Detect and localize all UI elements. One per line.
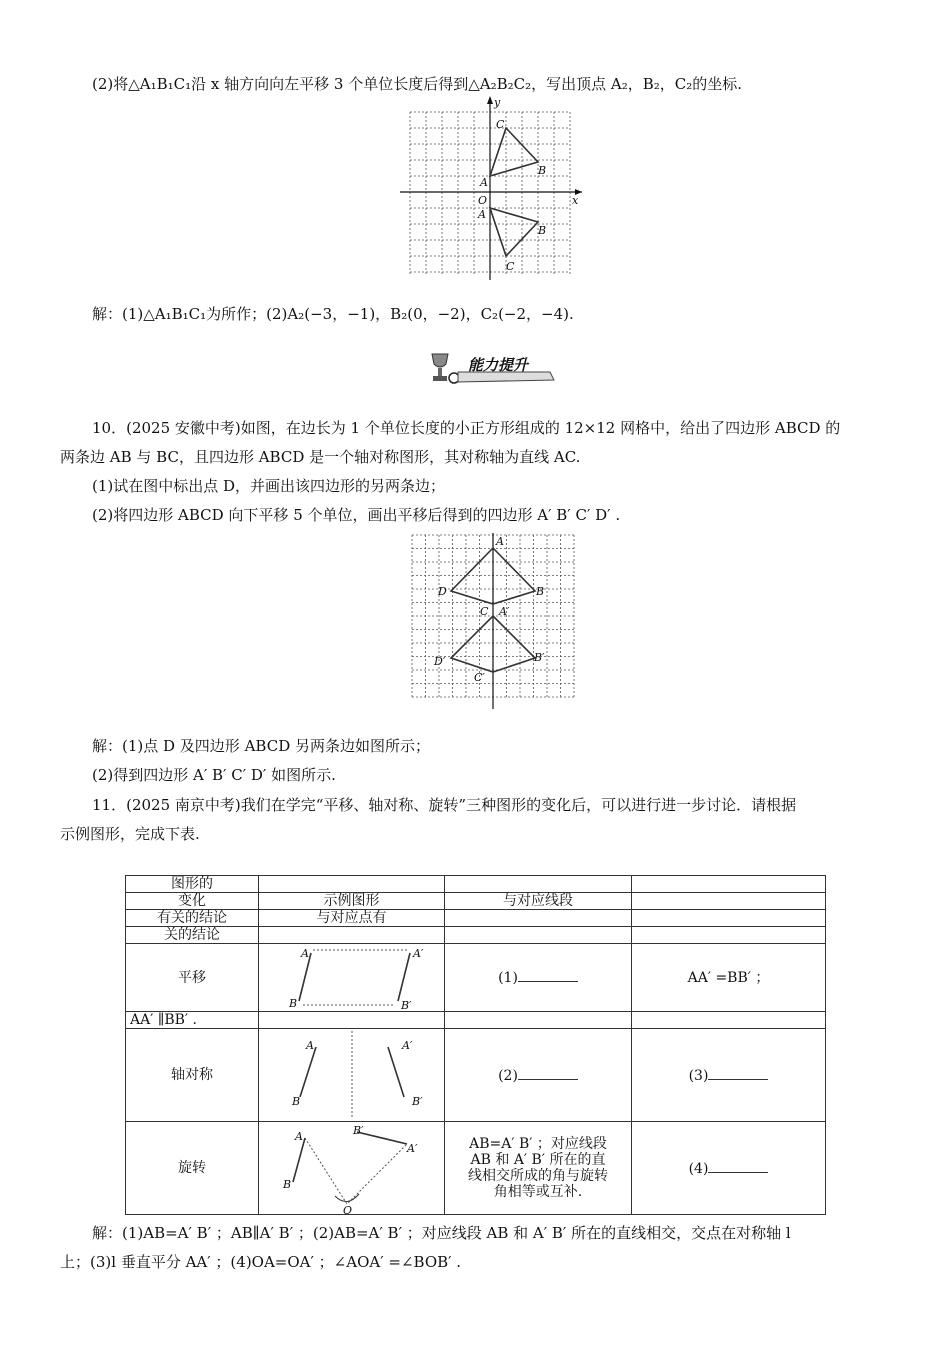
q10-answer2: (2)得到四边形 A′ B′ C′ D′ 如图所示. (92, 766, 336, 784)
q11-header-r3c1: 有关的结论 (126, 910, 259, 927)
q11-blank1-label: (1) (498, 970, 518, 986)
reflect-figure (272, 1029, 432, 1121)
q10-label-d: D (438, 585, 447, 598)
q11-blank3-label: (3) (688, 1067, 709, 1084)
q11-blank1[interactable] (518, 969, 578, 982)
reflect-label-a: A (305, 1039, 314, 1052)
q10-label-d2: D′ (434, 655, 446, 668)
q11-answer-line1: 解：(1)AB=A′ B′ ；AB∥A′ B′ ；(2)AB=A′ B′ ；对应线段 AB 和 A′ B′ 所在的直线相交，交点在对称轴 l (92, 1224, 791, 1242)
q10-line2: 两条边 AB 与 BC，且四边形 ABCD 是一个轴对称图形，其对称轴为直线 AC. (60, 448, 581, 466)
q11-translate-extra: AA′ ∥BB′ . (126, 1012, 259, 1029)
q9-answer: 解：(1)△A₁B₁C₁为所作；(2)A₂(−3，−1)，B₂(0，−2)，C₂(−2，−4). (92, 305, 574, 323)
q10-sub2: (2)将四边形 ABCD 向下平移 5 个单位，画出平移后得到的四边形 A′ B′ C′ D′ . (92, 506, 621, 524)
rotate-label-a2: A′ (406, 1142, 417, 1155)
q11-table (125, 875, 826, 1215)
rotate-label-a: A (294, 1130, 303, 1143)
reflect-label-a2: A′ (401, 1039, 412, 1052)
rotate-figure (267, 1122, 437, 1214)
reflect-label-b2: B′ (411, 1095, 423, 1108)
q11-header-r2c3: 与对应线段 (445, 893, 632, 910)
q9-part2-text: (2)将△A₁B₁C₁沿 x 轴方向向左平移 3 个单位长度后得到△A₂B₂C₂，写出顶点 A₂，B₂，C₂的坐标. (92, 75, 743, 93)
q10-label-c: C (480, 605, 489, 618)
rotate-label-b: B (282, 1178, 291, 1191)
q11-rotate-c3-line2: AB 和 A′ B′ 所在的直 (470, 1152, 606, 1168)
section-banner (428, 350, 556, 386)
q11-rotate-c3-line1: AB=A′ B′ ；对应线段 (469, 1136, 607, 1152)
q11-blank2-label: (2) (498, 1067, 518, 1084)
rotate-label-b2: B′ (352, 1124, 364, 1137)
q11-header-r3c2: 与对应点有 (259, 910, 445, 927)
q11-rotate-c3-line4: 角相等或互补. (493, 1184, 583, 1200)
q11-row-translate: 平移 (126, 944, 259, 1012)
q10-label-a2: A′ (499, 605, 510, 618)
translate-label-b: B (288, 996, 297, 1010)
q10-label-b2: B′ (534, 651, 545, 664)
q11-line1: 11．(2025 南京中考)我们在学完“平移、轴对称、旋转”三种图形的变化后，可以进行进一步讨论．请根据 (92, 796, 797, 814)
reflect-label-b: B (291, 1095, 300, 1108)
translate-figure (277, 945, 427, 1011)
q9-label-a: A (480, 176, 488, 189)
q10-label-c2: C′ (474, 671, 485, 684)
q11-line2: 示例图形，完成下表. (60, 825, 200, 843)
translate-label-a2: A′ (412, 946, 423, 960)
q11-header-r4c1: 关的结论 (126, 927, 259, 944)
q9-label-c: C (496, 118, 505, 131)
q10-sub1: (1)试在图中标出点 D，并画出该四边形的另两条边； (92, 477, 446, 495)
q10-line1: 10．(2025 安徽中考)如图，在边长为 1 个单位长度的小正方形组成的 12×12 网格中，给出了四边形 ABCD 的 (92, 419, 841, 437)
trophy-icon (432, 354, 448, 381)
q11-row-rotate: 旋转 (126, 1122, 259, 1215)
q9-label-o: O (478, 194, 488, 207)
q11-blank3[interactable] (708, 1067, 768, 1080)
translate-label-b2: B′ (400, 998, 412, 1011)
q9-coordinate-figure (398, 94, 588, 280)
q11-answer-line2: 上；(3)l 垂直平分 AA′ ；(4)OA=OA′ ；∠AOA′ =∠BOB′ . (60, 1253, 462, 1271)
q9-label-y: y (494, 96, 501, 109)
q11-blank4-label: (4) (688, 1160, 709, 1177)
q9-label-a1: A (478, 208, 486, 221)
q11-header-r2c1: 变化 (126, 893, 259, 910)
q9-label-x: x (572, 194, 579, 207)
q9-label-b1: B (538, 224, 547, 237)
q11-header-r2c2: 示例图形 (259, 893, 445, 910)
q11-blank4[interactable] (708, 1160, 768, 1173)
rotate-label-o: O (342, 1204, 352, 1214)
q11-blank2[interactable] (518, 1067, 578, 1080)
q10-answer1: 解：(1)点 D 及四边形 ABCD 另两条边如图所示； (92, 737, 430, 755)
translate-label-a: A (300, 946, 309, 960)
q11-translate-c4: AA′ =BB′ ； (632, 944, 826, 1012)
q10-label-a: A (496, 535, 504, 548)
q9-label-c1: C (506, 260, 515, 273)
q11-rotate-c3-line3: 线相交所成的角与旋转 (468, 1168, 608, 1184)
q11-header-r1c1: 图形的 (126, 876, 259, 893)
q10-label-b: B (536, 585, 545, 598)
q11-row-reflect: 轴对称 (126, 1029, 259, 1122)
q9-label-b: B (538, 164, 547, 177)
section-banner-text: 能力提升 (468, 356, 529, 374)
q10-grid-figure (410, 533, 576, 709)
